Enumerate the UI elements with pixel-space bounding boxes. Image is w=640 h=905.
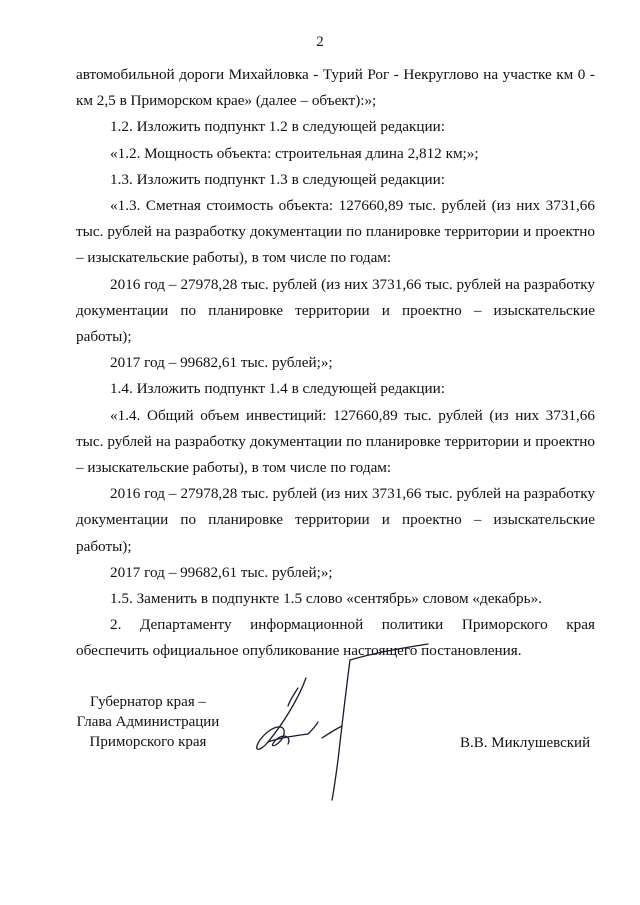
paragraph-1-3-2017: 2017 год – 99682,61 тыс. рублей;»; [110,354,333,372]
paragraph-1-4-quote: «1.4. Общий объем инвестиций: 127660,89 тыс. рублей (из них 3731,66 тыс. рублей на разработку документации по планировке территории и проектно – изыскательские работы), в том числе по годам: [76,406,595,477]
signatory-title-line: Губернатор края – [90,694,206,710]
handwritten-signature [238,630,438,810]
signatory-name: В.В. Миклушевский [460,735,591,751]
paragraph-1-2-quote: «1.2. Мощность объекта: строительная длина 2,812 км;»; [110,144,479,162]
paragraph-2: 2. Департаменту информационной политики Приморского края обеспечить официальное опубликование настоящего постановления. [76,616,595,660]
paragraph-1-3: 1.3. Изложить подпункт 1.3 в следующей редакции: [110,170,446,188]
paragraph-1-4-2017: 2017 год – 99682,61 тыс. рублей;»; [110,563,333,581]
paragraph-1-4: 1.4. Изложить подпункт 1.4 в следующей редакции: [110,380,446,398]
page-number: 2 [316,34,324,50]
paragraph-1-2: 1.2. Изложить подпункт 1.2 в следующей редакции: [110,118,446,136]
paragraph-intro: автомобильной дороги Михайловка - Турий Рог - Некруглово на участке км 0 - км 2,5 в Приморском крае» (далее – объект):»; [76,66,595,110]
paragraph-1-4-2016: 2016 год – 27978,28 тыс. рублей (из них 3731,66 тыс. рублей на разработку документации по планировке территории и проектно – изыскательские работы); [76,485,595,555]
paragraph-1-3-2016: 2016 год – 27978,28 тыс. рублей (из них 3731,66 тыс. рублей на разработку документации по планировке территории и проектно – изыскательские работы); [76,275,595,346]
signatory-title-line: Глава Администрации [76,714,220,730]
document-body [76,62,595,665]
signatory-title [60,692,236,752]
paragraph-1-3-quote: «1.3. Сметная стоимость объекта: 127660,89 тыс. рублей (из них 3731,66 тыс. рублей на разработку документации по планировке территории и проектно – изыскательские работы), в том числе по годам: [76,197,595,267]
paragraph-1-5: 1.5. Заменить в подпункте 1.5 слово «сентябрь» словом «декабрь». [110,590,542,608]
signatory-title-line: Приморского края [89,734,207,750]
